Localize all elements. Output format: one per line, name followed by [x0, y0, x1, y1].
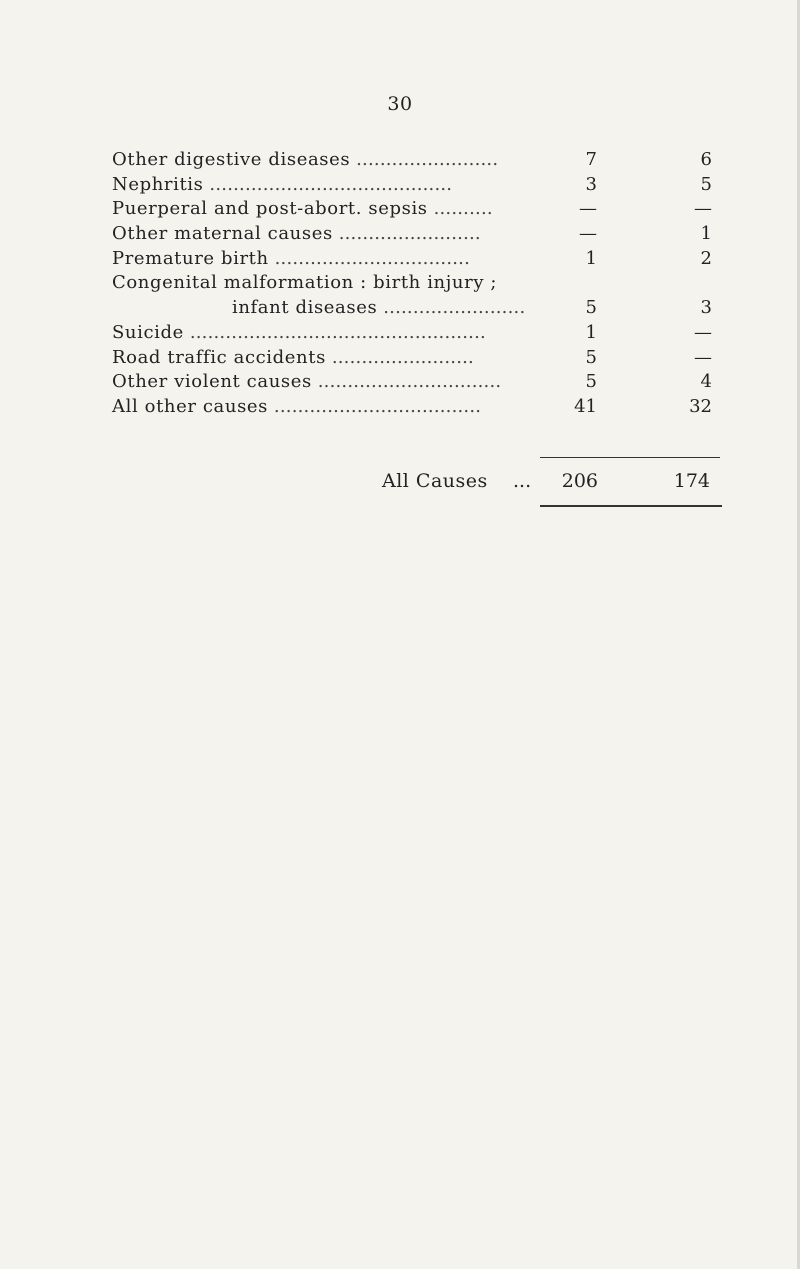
row-label: Puerperal and post-abort. sepsis ..........: [112, 198, 493, 220]
col2-value: 5: [700, 173, 712, 195]
causes-table: [112, 148, 712, 420]
col1-value: 5: [585, 297, 597, 319]
total-row: [0, 466, 800, 496]
row-label: Nephritis .........................................: [112, 173, 453, 195]
row-label: Suicide ..................................................: [112, 321, 486, 343]
col2-value: 2: [700, 247, 712, 269]
col1-value: —: [579, 198, 597, 220]
row-label: Congenital malformation : birth injury ;: [112, 272, 498, 294]
table-row: [112, 148, 712, 173]
total-col2-value: 174: [673, 470, 710, 492]
col2-value: 1: [700, 223, 712, 245]
table-row: [112, 370, 712, 395]
row-label: infant diseases ........................: [232, 297, 526, 319]
col2-value: 6: [700, 149, 712, 170]
col2-value: —: [694, 198, 712, 220]
col1-value: 1: [585, 321, 597, 343]
col2-value: —: [694, 321, 712, 343]
table-row: [112, 395, 712, 420]
col1-value: 41: [574, 395, 597, 417]
total-dots: ...: [513, 470, 532, 492]
table-row: [112, 173, 712, 198]
table-row: [112, 197, 712, 222]
row-label: Premature birth .................................: [112, 247, 471, 269]
table-row: [112, 296, 712, 321]
col1-value: 3: [585, 173, 597, 195]
table-row: [112, 346, 712, 371]
total-label: All Causes: [382, 470, 488, 492]
col2-value: 3: [700, 297, 712, 319]
row-label: Other maternal causes ........................: [112, 223, 481, 245]
col1-value: —: [579, 223, 597, 245]
table-row: [112, 271, 712, 296]
total-rule-bottom: [540, 505, 722, 507]
col1-value: 5: [585, 371, 597, 393]
col1-value: 7: [585, 149, 597, 170]
row-label: Other digestive diseases ........................: [112, 149, 499, 170]
col2-value: —: [694, 346, 712, 368]
table-row: [112, 222, 712, 247]
col1-value: 1: [585, 247, 597, 269]
total-col1-value: 206: [561, 470, 598, 492]
col2-value: 4: [700, 371, 712, 393]
col1-value: 5: [585, 346, 597, 368]
row-label: All other causes ...................................: [112, 395, 482, 417]
table-row: [112, 247, 712, 272]
total-rule-top: [540, 457, 720, 458]
row-label: Road traffic accidents ........................: [112, 346, 474, 368]
row-label: Other violent causes ...............................: [112, 371, 502, 393]
col2-value: 32: [689, 395, 712, 417]
table-row: [112, 321, 712, 346]
page-number: 30: [387, 93, 413, 115]
